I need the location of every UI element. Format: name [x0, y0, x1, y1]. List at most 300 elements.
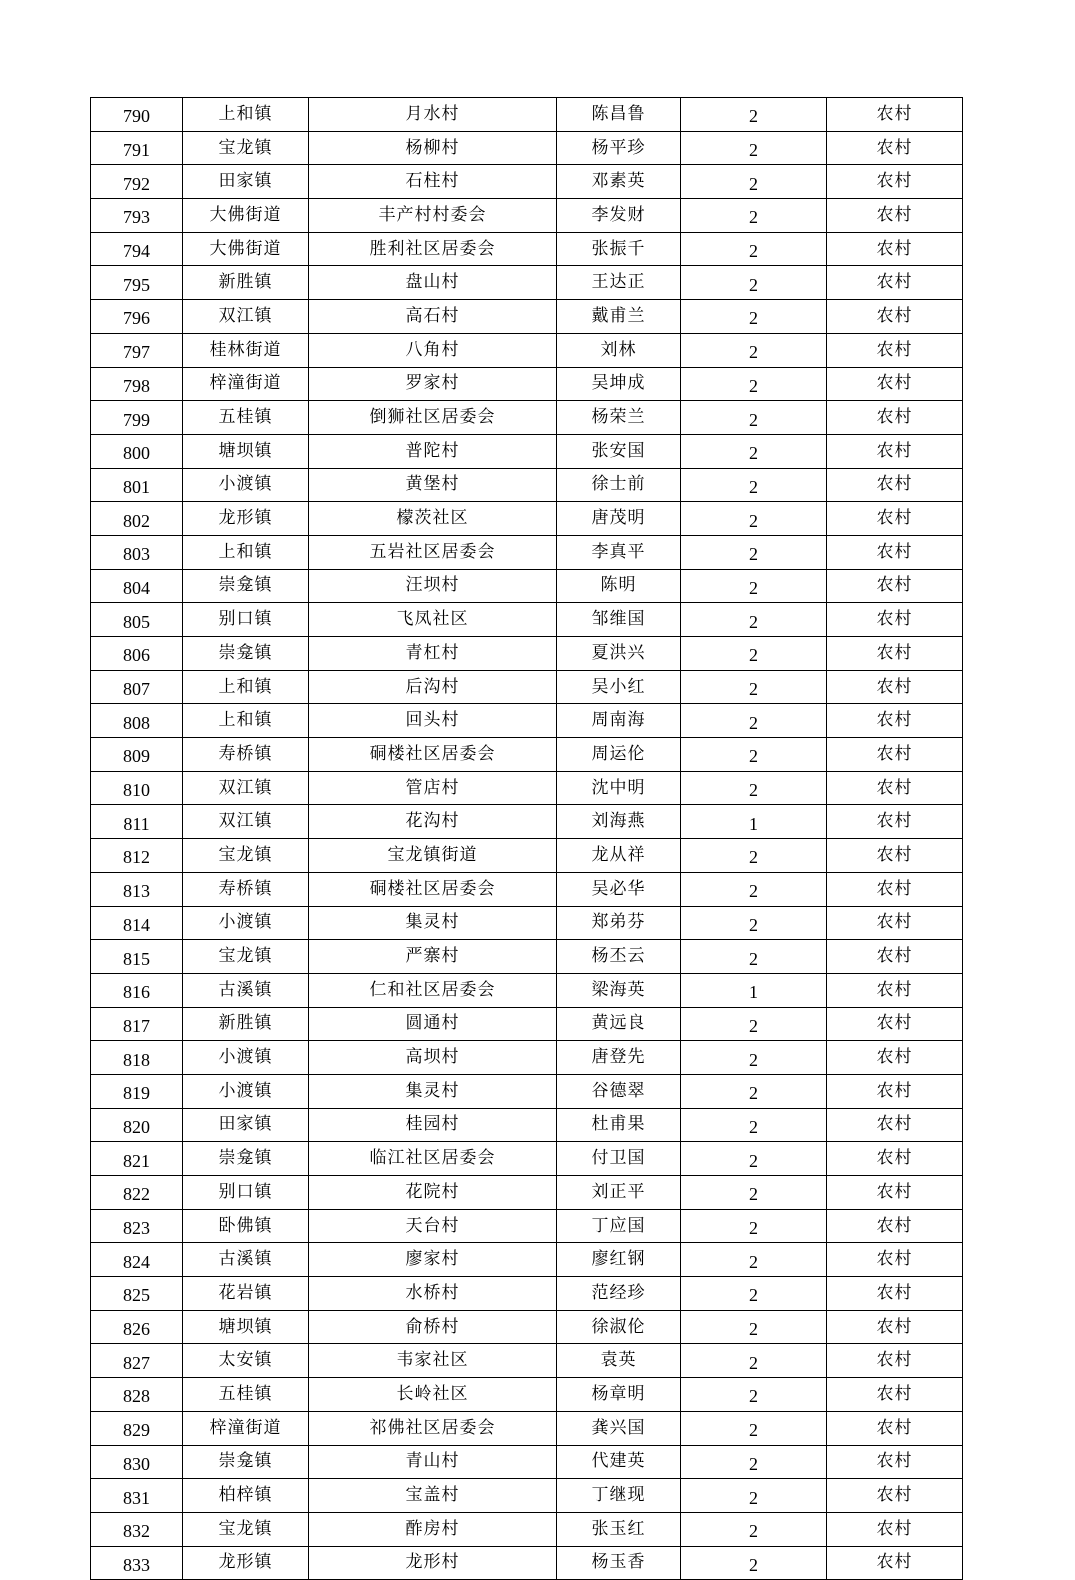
name-cell: 唐登先: [557, 1041, 681, 1075]
count-cell: 2: [681, 1344, 827, 1378]
name-cell: 黄远良: [557, 1007, 681, 1041]
row-number-cell: 822: [91, 1176, 183, 1210]
count-cell: 2: [681, 906, 827, 940]
row-number-cell: 830: [91, 1445, 183, 1479]
table-row: [91, 502, 963, 536]
town-cell: 古溪镇: [183, 973, 309, 1007]
village-cell: 胜利社区居委会: [309, 232, 557, 266]
town-cell: 别口镇: [183, 1176, 309, 1210]
count-cell: 2: [681, 872, 827, 906]
town-cell: 崇龛镇: [183, 1445, 309, 1479]
table-row: [91, 367, 963, 401]
count-cell: 2: [681, 300, 827, 334]
town-cell: 梓潼街道: [183, 1411, 309, 1445]
table-row: [91, 535, 963, 569]
table-row: [91, 1512, 963, 1546]
name-cell: 陈明: [557, 569, 681, 603]
village-cell: 杨柳村: [309, 131, 557, 165]
row-number-cell: 827: [91, 1344, 183, 1378]
count-cell: 2: [681, 1041, 827, 1075]
category-cell: 农村: [827, 266, 963, 300]
row-number-cell: 794: [91, 232, 183, 266]
name-cell: 戴甫兰: [557, 300, 681, 334]
category-cell: 农村: [827, 1074, 963, 1108]
town-cell: 上和镇: [183, 535, 309, 569]
row-number-cell: 795: [91, 266, 183, 300]
category-cell: 农村: [827, 300, 963, 334]
row-number-cell: 813: [91, 872, 183, 906]
table-row: [91, 1344, 963, 1378]
count-cell: 2: [681, 1310, 827, 1344]
category-cell: 农村: [827, 805, 963, 839]
table-row: [91, 1108, 963, 1142]
village-cell: 天台村: [309, 1209, 557, 1243]
row-number-cell: 818: [91, 1041, 183, 1075]
count-cell: 2: [681, 1108, 827, 1142]
category-cell: 农村: [827, 1108, 963, 1142]
table-row: [91, 1074, 963, 1108]
town-cell: 寿桥镇: [183, 738, 309, 772]
name-cell: 徐士前: [557, 468, 681, 502]
count-cell: 2: [681, 232, 827, 266]
table-row: [91, 98, 963, 132]
town-cell: 宝龙镇: [183, 1512, 309, 1546]
town-cell: 上和镇: [183, 704, 309, 738]
count-cell: 2: [681, 434, 827, 468]
name-cell: 郑弟芬: [557, 906, 681, 940]
town-cell: 桂林街道: [183, 333, 309, 367]
category-cell: 农村: [827, 98, 963, 132]
village-cell: 圆通村: [309, 1007, 557, 1041]
name-cell: 夏洪兴: [557, 637, 681, 671]
village-cell: 廖家村: [309, 1243, 557, 1277]
name-cell: 杨章明: [557, 1378, 681, 1412]
table-row: [91, 569, 963, 603]
row-number-cell: 816: [91, 973, 183, 1007]
row-number-cell: 798: [91, 367, 183, 401]
row-number-cell: 810: [91, 771, 183, 805]
row-number-cell: 793: [91, 199, 183, 233]
village-cell: 飞凤社区: [309, 603, 557, 637]
town-cell: 上和镇: [183, 98, 309, 132]
village-cell: 宝盖村: [309, 1479, 557, 1513]
row-number-cell: 832: [91, 1512, 183, 1546]
town-cell: 崇龛镇: [183, 637, 309, 671]
count-cell: 2: [681, 98, 827, 132]
category-cell: 农村: [827, 1142, 963, 1176]
village-cell: 管店村: [309, 771, 557, 805]
count-cell: 2: [681, 266, 827, 300]
row-number-cell: 815: [91, 940, 183, 974]
name-cell: 周南海: [557, 704, 681, 738]
row-number-cell: 817: [91, 1007, 183, 1041]
category-cell: 农村: [827, 434, 963, 468]
category-cell: 农村: [827, 131, 963, 165]
village-cell: 月水村: [309, 98, 557, 132]
village-cell: 仁和社区居委会: [309, 973, 557, 1007]
town-cell: 塘坝镇: [183, 1310, 309, 1344]
row-number-cell: 804: [91, 569, 183, 603]
town-cell: 双江镇: [183, 771, 309, 805]
table-row: [91, 131, 963, 165]
row-number-cell: 791: [91, 131, 183, 165]
category-cell: 农村: [827, 1479, 963, 1513]
row-number-cell: 829: [91, 1411, 183, 1445]
name-cell: 唐茂明: [557, 502, 681, 536]
name-cell: 刘林: [557, 333, 681, 367]
village-cell: 水桥村: [309, 1277, 557, 1311]
town-cell: 上和镇: [183, 670, 309, 704]
count-cell: 2: [681, 940, 827, 974]
table-row: [91, 670, 963, 704]
count-cell: 2: [681, 333, 827, 367]
table-row: [91, 1142, 963, 1176]
table-row: [91, 1209, 963, 1243]
count-cell: 2: [681, 131, 827, 165]
village-cell: 花院村: [309, 1176, 557, 1210]
table-row: [91, 1176, 963, 1210]
name-cell: 杨丕云: [557, 940, 681, 974]
category-cell: 农村: [827, 973, 963, 1007]
village-cell: 硐楼社区居委会: [309, 738, 557, 772]
name-cell: 谷德翠: [557, 1074, 681, 1108]
count-cell: 1: [681, 973, 827, 1007]
table-body: [91, 98, 963, 1580]
town-cell: 双江镇: [183, 300, 309, 334]
town-cell: 新胜镇: [183, 1007, 309, 1041]
category-cell: 农村: [827, 906, 963, 940]
village-cell: 俞桥村: [309, 1310, 557, 1344]
name-cell: 张安国: [557, 434, 681, 468]
category-cell: 农村: [827, 1277, 963, 1311]
table-row: [91, 1243, 963, 1277]
category-cell: 农村: [827, 367, 963, 401]
count-cell: 2: [681, 199, 827, 233]
row-number-cell: 826: [91, 1310, 183, 1344]
name-cell: 廖红钢: [557, 1243, 681, 1277]
village-cell: 龙形村: [309, 1546, 557, 1580]
name-cell: 李发财: [557, 199, 681, 233]
village-cell: 盘山村: [309, 266, 557, 300]
row-number-cell: 812: [91, 839, 183, 873]
count-cell: 2: [681, 1277, 827, 1311]
count-cell: 2: [681, 468, 827, 502]
count-cell: 2: [681, 401, 827, 435]
row-number-cell: 807: [91, 670, 183, 704]
town-cell: 龙形镇: [183, 502, 309, 536]
town-cell: 田家镇: [183, 1108, 309, 1142]
table-row: [91, 1277, 963, 1311]
name-cell: 吴小红: [557, 670, 681, 704]
name-cell: 杨荣兰: [557, 401, 681, 435]
town-cell: 田家镇: [183, 165, 309, 199]
name-cell: 邹维国: [557, 603, 681, 637]
village-cell: 集灵村: [309, 1074, 557, 1108]
category-cell: 农村: [827, 1445, 963, 1479]
town-cell: 卧佛镇: [183, 1209, 309, 1243]
village-cell: 高石村: [309, 300, 557, 334]
table-row: [91, 704, 963, 738]
village-cell: 严寨村: [309, 940, 557, 974]
count-cell: 2: [681, 1479, 827, 1513]
village-cell: 韦家社区: [309, 1344, 557, 1378]
category-cell: 农村: [827, 468, 963, 502]
category-cell: 农村: [827, 1041, 963, 1075]
row-number-cell: 808: [91, 704, 183, 738]
village-cell: 花沟村: [309, 805, 557, 839]
name-cell: 刘正平: [557, 1176, 681, 1210]
category-cell: 农村: [827, 1411, 963, 1445]
name-cell: 周运伦: [557, 738, 681, 772]
table-row: [91, 300, 963, 334]
table-row: [91, 199, 963, 233]
row-number-cell: 803: [91, 535, 183, 569]
village-cell: 五岩社区居委会: [309, 535, 557, 569]
row-number-cell: 823: [91, 1209, 183, 1243]
row-number-cell: 831: [91, 1479, 183, 1513]
town-cell: 宝龙镇: [183, 839, 309, 873]
category-cell: 农村: [827, 940, 963, 974]
count-cell: 2: [681, 1411, 827, 1445]
table-row: [91, 872, 963, 906]
town-cell: 寿桥镇: [183, 872, 309, 906]
table-row: [91, 1546, 963, 1580]
count-cell: 2: [681, 1243, 827, 1277]
name-cell: 梁海英: [557, 973, 681, 1007]
row-number-cell: 801: [91, 468, 183, 502]
village-cell: 回头村: [309, 704, 557, 738]
village-cell: 宝龙镇街道: [309, 839, 557, 873]
count-cell: 2: [681, 1142, 827, 1176]
village-cell: 集灵村: [309, 906, 557, 940]
name-cell: 王达正: [557, 266, 681, 300]
name-cell: 代建英: [557, 1445, 681, 1479]
table-row: [91, 232, 963, 266]
row-number-cell: 819: [91, 1074, 183, 1108]
category-cell: 农村: [827, 704, 963, 738]
row-number-cell: 805: [91, 603, 183, 637]
village-cell: 后沟村: [309, 670, 557, 704]
category-cell: 农村: [827, 1243, 963, 1277]
table-row: [91, 637, 963, 671]
village-cell: 汪坝村: [309, 569, 557, 603]
name-cell: 杨平珍: [557, 131, 681, 165]
name-cell: 李真平: [557, 535, 681, 569]
town-cell: 小渡镇: [183, 468, 309, 502]
row-number-cell: 790: [91, 98, 183, 132]
table-row: [91, 839, 963, 873]
row-number-cell: 809: [91, 738, 183, 772]
category-cell: 农村: [827, 1176, 963, 1210]
category-cell: 农村: [827, 1209, 963, 1243]
village-cell: 檬茨社区: [309, 502, 557, 536]
category-cell: 农村: [827, 670, 963, 704]
village-cell: 丰产村村委会: [309, 199, 557, 233]
category-cell: 农村: [827, 603, 963, 637]
village-cell: 祁佛社区居委会: [309, 1411, 557, 1445]
row-number-cell: 792: [91, 165, 183, 199]
town-cell: 古溪镇: [183, 1243, 309, 1277]
row-number-cell: 820: [91, 1108, 183, 1142]
count-cell: 2: [681, 1007, 827, 1041]
name-cell: 丁继现: [557, 1479, 681, 1513]
town-cell: 宝龙镇: [183, 940, 309, 974]
name-cell: 龚兴国: [557, 1411, 681, 1445]
village-cell: 硐楼社区居委会: [309, 872, 557, 906]
row-number-cell: 800: [91, 434, 183, 468]
row-number-cell: 833: [91, 1546, 183, 1580]
village-cell: 黄堡村: [309, 468, 557, 502]
category-cell: 农村: [827, 1310, 963, 1344]
village-cell: 普陀村: [309, 434, 557, 468]
table-row: [91, 266, 963, 300]
name-cell: 吴坤成: [557, 367, 681, 401]
category-cell: 农村: [827, 1344, 963, 1378]
count-cell: 2: [681, 704, 827, 738]
category-cell: 农村: [827, 165, 963, 199]
row-number-cell: 797: [91, 333, 183, 367]
village-cell: 长岭社区: [309, 1378, 557, 1412]
category-cell: 农村: [827, 1512, 963, 1546]
table-row: [91, 1479, 963, 1513]
category-cell: 农村: [827, 1007, 963, 1041]
table-row: [91, 940, 963, 974]
town-cell: 双江镇: [183, 805, 309, 839]
category-cell: 农村: [827, 771, 963, 805]
town-cell: 小渡镇: [183, 1041, 309, 1075]
row-number-cell: 828: [91, 1378, 183, 1412]
village-cell: 倒狮社区居委会: [309, 401, 557, 435]
count-cell: 2: [681, 738, 827, 772]
row-number-cell: 821: [91, 1142, 183, 1176]
category-cell: 农村: [827, 232, 963, 266]
category-cell: 农村: [827, 1378, 963, 1412]
row-number-cell: 824: [91, 1243, 183, 1277]
town-cell: 小渡镇: [183, 1074, 309, 1108]
town-cell: 宝龙镇: [183, 131, 309, 165]
name-cell: 丁应国: [557, 1209, 681, 1243]
count-cell: 2: [681, 1176, 827, 1210]
table-row: [91, 1041, 963, 1075]
town-cell: 崇龛镇: [183, 1142, 309, 1176]
category-cell: 农村: [827, 535, 963, 569]
table-row: [91, 1378, 963, 1412]
name-cell: 沈中明: [557, 771, 681, 805]
count-cell: 2: [681, 1209, 827, 1243]
table-row: [91, 468, 963, 502]
table-row: [91, 1007, 963, 1041]
category-cell: 农村: [827, 333, 963, 367]
name-cell: 徐淑伦: [557, 1310, 681, 1344]
village-cell: 桂园村: [309, 1108, 557, 1142]
row-number-cell: 799: [91, 401, 183, 435]
name-cell: 邓素英: [557, 165, 681, 199]
town-cell: 花岩镇: [183, 1277, 309, 1311]
name-cell: 杜甫果: [557, 1108, 681, 1142]
town-cell: 柏梓镇: [183, 1479, 309, 1513]
count-cell: 2: [681, 535, 827, 569]
count-cell: 2: [681, 1546, 827, 1580]
table-row: [91, 973, 963, 1007]
count-cell: 2: [681, 569, 827, 603]
table-row: [91, 333, 963, 367]
data-table: [90, 97, 963, 1580]
row-number-cell: 825: [91, 1277, 183, 1311]
row-number-cell: 814: [91, 906, 183, 940]
village-cell: 石柱村: [309, 165, 557, 199]
town-cell: 太安镇: [183, 1344, 309, 1378]
town-cell: 龙形镇: [183, 1546, 309, 1580]
village-cell: 高坝村: [309, 1041, 557, 1075]
village-cell: 青山村: [309, 1445, 557, 1479]
category-cell: 农村: [827, 738, 963, 772]
count-cell: 2: [681, 1074, 827, 1108]
town-cell: 五桂镇: [183, 1378, 309, 1412]
table-row: [91, 771, 963, 805]
table-row: [91, 603, 963, 637]
town-cell: 崇龛镇: [183, 569, 309, 603]
category-cell: 农村: [827, 872, 963, 906]
town-cell: 大佛街道: [183, 232, 309, 266]
table-row: [91, 906, 963, 940]
count-cell: 1: [681, 805, 827, 839]
count-cell: 2: [681, 367, 827, 401]
name-cell: 龙从祥: [557, 839, 681, 873]
name-cell: 张玉红: [557, 1512, 681, 1546]
table-row: [91, 1310, 963, 1344]
table-row: [91, 805, 963, 839]
name-cell: 付卫国: [557, 1142, 681, 1176]
count-cell: 2: [681, 637, 827, 671]
count-cell: 2: [681, 1512, 827, 1546]
name-cell: 陈昌鲁: [557, 98, 681, 132]
row-number-cell: 802: [91, 502, 183, 536]
name-cell: 刘海燕: [557, 805, 681, 839]
village-cell: 罗家村: [309, 367, 557, 401]
town-cell: 别口镇: [183, 603, 309, 637]
row-number-cell: 811: [91, 805, 183, 839]
village-cell: 青杠村: [309, 637, 557, 671]
category-cell: 农村: [827, 839, 963, 873]
row-number-cell: 806: [91, 637, 183, 671]
town-cell: 塘坝镇: [183, 434, 309, 468]
town-cell: 大佛街道: [183, 199, 309, 233]
name-cell: 范经珍: [557, 1277, 681, 1311]
table-row: [91, 1445, 963, 1479]
row-number-cell: 796: [91, 300, 183, 334]
category-cell: 农村: [827, 401, 963, 435]
table-row: [91, 738, 963, 772]
table-row: [91, 434, 963, 468]
count-cell: 2: [681, 670, 827, 704]
table-row: [91, 165, 963, 199]
table-row: [91, 401, 963, 435]
town-cell: 新胜镇: [183, 266, 309, 300]
name-cell: 张振千: [557, 232, 681, 266]
name-cell: 吴必华: [557, 872, 681, 906]
town-cell: 梓潼街道: [183, 367, 309, 401]
count-cell: 2: [681, 771, 827, 805]
count-cell: 2: [681, 1445, 827, 1479]
count-cell: 2: [681, 839, 827, 873]
village-cell: 临江社区居委会: [309, 1142, 557, 1176]
count-cell: 2: [681, 1378, 827, 1412]
village-cell: 八角村: [309, 333, 557, 367]
count-cell: 2: [681, 502, 827, 536]
table-row: [91, 1411, 963, 1445]
name-cell: 袁英: [557, 1344, 681, 1378]
category-cell: 农村: [827, 199, 963, 233]
